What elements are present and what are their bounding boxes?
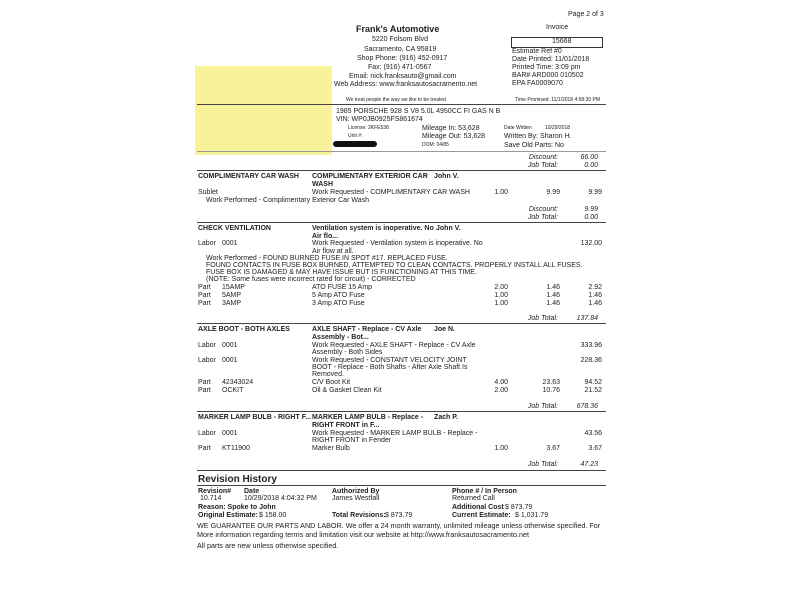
part-qty: 2.00 xyxy=(494,387,508,394)
job-operation: MARKER LAMP BULB - Replace - xyxy=(312,414,424,421)
shop-fax: Fax: (916) 471-0567 xyxy=(368,64,432,71)
additional-cost-label: Additional Cost xyxy=(452,504,504,511)
labor-desc-cont: RIGHT FRONT in Fender xyxy=(312,437,392,444)
mileage-in: Mileage In: 53,628 xyxy=(422,125,480,132)
labor-type: Labor xyxy=(198,240,216,247)
part-code: OCKIT xyxy=(222,387,244,394)
part-type: Part xyxy=(198,387,211,394)
part-code: 3AMP xyxy=(222,300,242,307)
part-code: 42343024 xyxy=(222,379,254,386)
job-total-label: Job Total: xyxy=(527,162,558,169)
revision-col-authorized: Authorized By xyxy=(332,488,380,495)
line-price: 9.99 xyxy=(546,189,560,196)
invoice-label: Invoice xyxy=(546,24,569,31)
current-estimate-value: $ 1,031.79 xyxy=(515,512,549,519)
invoice-number: 15668 xyxy=(552,38,572,45)
part-qty: 1.00 xyxy=(494,292,508,299)
part-qty: 2.00 xyxy=(494,284,508,291)
time-promised: Time Promised: 11/1/2018 4:58:30 PM xyxy=(515,97,601,103)
job-technician: John V. xyxy=(434,173,459,180)
date-written: 10/29/2018 xyxy=(545,125,571,131)
shop-phone: Shop Phone: (916) 452-0917 xyxy=(357,55,448,62)
part-code: 15AMP xyxy=(222,284,245,291)
warranty-info-line: More information regarding terms and limitation visit our website at http://www.franksautosacramento.net xyxy=(197,530,529,539)
warranty-line: WE GUARANTEE OUR PARTS AND LABOR. We offer a 24 month warranty, unlimited mileage unless otherwise specified. For xyxy=(197,521,601,530)
bar-number: BAR# ARD000 010502 xyxy=(512,72,584,79)
discount-value: 66.00 xyxy=(580,154,598,161)
epa-number: EPA FA0009070 xyxy=(512,80,563,87)
line-qty: 1.00 xyxy=(494,189,508,196)
part-type: Part xyxy=(198,284,211,291)
estimate-ref: Estimate Ref #0 xyxy=(512,48,562,55)
part-ext: 3.67 xyxy=(588,445,602,452)
labor-desc-cont: Air flow at all. xyxy=(312,248,354,255)
job-total-value: 0.00 xyxy=(584,162,598,169)
part-desc: 5 Amp ATO Fuse xyxy=(312,292,365,299)
labor-ext: 228.36 xyxy=(580,357,602,364)
part-code: KT11900 xyxy=(222,445,250,452)
part-type: Part xyxy=(198,445,211,452)
labor-code: 0001 xyxy=(222,240,238,247)
labor-ext: 333.96 xyxy=(580,342,602,349)
job-total: 137.84 xyxy=(576,315,598,322)
labor-ext: 43.56 xyxy=(584,430,602,437)
revision-col-phone: Phone # / In Person xyxy=(452,488,517,495)
job-operation-cont: Assembly - Bot... xyxy=(312,334,369,341)
job-operation-cont: Air flo... xyxy=(312,233,339,240)
work-performed: Work Performed - FOUND BURNED FUSE IN SPOT #17. REPLACED FUSE. xyxy=(206,255,448,262)
part-desc: ATO FUSE 15 Amp xyxy=(312,284,373,291)
job-total: 0.00 xyxy=(584,214,598,221)
labor-type: Labor xyxy=(198,357,216,364)
written-by: Written By: Sharon H. xyxy=(504,133,572,140)
part-desc: C/V Boot Kit xyxy=(312,379,351,386)
vehicle-description: 1985 PORSCHE 928 S V8 5.0L 4950CC FI GAS N B xyxy=(336,108,501,115)
mileage-out: Mileage Out: 53,628 xyxy=(422,133,486,140)
job-total-label: Job Total: xyxy=(527,461,558,468)
part-price: 23.63 xyxy=(542,379,560,386)
shop-address1: 5220 Folsom Blvd xyxy=(372,36,429,43)
work-performed: (NOTE: Some fuses were incorrect rated for circuit) - CORRECTED xyxy=(206,276,416,283)
part-desc: Oil & Gasket Clean Kit xyxy=(312,387,382,394)
labor-desc: Work Requested - Ventilation system is inoperative. No xyxy=(312,240,483,247)
job-total-label: Job Total: xyxy=(527,315,558,322)
revision-col-number: Revision# xyxy=(198,488,232,495)
part-type: Part xyxy=(198,379,211,386)
revision-authorized: James Westfall xyxy=(332,495,380,502)
redacted-bar xyxy=(333,141,377,147)
work-performed: FOUND CONTACTS IN FUSE BOX BURNED, ATTEMPTED TO CLEAN CONTACTS. PROPERLY INSTALL ALL FUSES. xyxy=(206,262,583,269)
line-type: Sublet xyxy=(198,189,218,196)
labor-desc-cont: Removed. xyxy=(312,371,344,378)
labor-desc-cont: Assembly - Both Sides xyxy=(312,349,383,356)
job-total-label: Job Total: xyxy=(527,403,558,410)
part-price: 10.76 xyxy=(542,387,560,394)
job-technician: Zach P. xyxy=(434,414,458,421)
save-old-parts: Save Old Parts: No xyxy=(504,142,564,149)
date-written-label: Date Written xyxy=(504,125,532,131)
revision-reason: Reason: Spoke to John xyxy=(198,504,276,511)
redacted-customer-block xyxy=(195,66,332,155)
shop-slogan: We treat people the way we like to be treated xyxy=(346,97,446,103)
original-estimate-value: $ 158.00 xyxy=(259,512,287,519)
job-title: COMPLIMENTARY CAR WASH xyxy=(198,173,299,180)
vehicle-license: License: 2KFE538 xyxy=(348,125,389,131)
revision-phone: Returned Call xyxy=(452,495,495,502)
labor-type: Labor xyxy=(198,430,216,437)
additional-cost-value: $ 873.79 xyxy=(505,504,533,511)
revision-date: 10/29/2018 4:04:32 PM xyxy=(244,495,317,502)
printed-time: Printed Time: 3:09 pm xyxy=(512,64,581,71)
part-price: 1.46 xyxy=(546,284,560,291)
vehicle-vin: VIN: WP0JB0925FS861674 xyxy=(336,116,423,123)
job-discount: 9.99 xyxy=(584,206,598,213)
job-title: MARKER LAMP BULB - RIGHT F... xyxy=(198,414,312,421)
part-desc: Marker Bulb xyxy=(312,445,350,452)
vehicle-dom: DOM: 04/85 xyxy=(422,142,449,148)
labor-desc: Work Requested - AXLE SHAFT - Replace - CV Axle xyxy=(312,342,476,349)
job-technician: John V. xyxy=(436,225,461,232)
part-ext: 2.92 xyxy=(588,284,602,291)
page-number: Page 2 of 3 xyxy=(568,11,604,18)
labor-desc: Work Requested - MARKER LAMP BULB - Replace - xyxy=(312,430,478,437)
labor-desc-cont: BOOT - Replace - Both Shafts - After Axle Shaft Is xyxy=(312,364,468,371)
part-code: 5AMP xyxy=(222,292,242,299)
part-price: 1.46 xyxy=(546,300,560,307)
part-price: 3.67 xyxy=(546,445,560,452)
discount-label: Discount: xyxy=(528,206,558,213)
date-printed: Date Printed: 11/01/2018 xyxy=(512,56,590,63)
total-revisions-value: $ 873.79 xyxy=(385,512,413,519)
job-operation: Ventilation system is inoperative. No xyxy=(312,225,434,232)
part-desc: 3 Amp ATO Fuse xyxy=(312,300,365,307)
part-type: Part xyxy=(198,300,211,307)
shop-email: Email: nick.franksauto@gmail.com xyxy=(349,73,457,80)
shop-address2: Sacramento, CA 95819 xyxy=(364,46,437,53)
part-ext: 21.52 xyxy=(584,387,602,394)
job-operation-cont: WASH xyxy=(312,181,333,188)
labor-type: Labor xyxy=(198,342,216,349)
job-total: 47.23 xyxy=(580,461,598,468)
job-title: AXLE BOOT - BOTH AXLES xyxy=(198,326,290,333)
vehicle-unit: Unit #: xyxy=(348,133,363,139)
shop-web: Web Address: www.franksautosacramento.net xyxy=(334,81,478,88)
labor-desc: Work Requested - CONSTANT VELOCITY JOINT xyxy=(312,357,467,364)
part-ext: 1.46 xyxy=(588,300,602,307)
job-title: CHECK VENTILATION xyxy=(198,225,271,232)
labor-code: 0001 xyxy=(222,357,238,364)
part-ext: 1.46 xyxy=(588,292,602,299)
part-type: Part xyxy=(198,292,211,299)
job-total: 678.36 xyxy=(576,403,598,410)
work-performed: FUSE BOX IS DAMAGED & MAY HAVE ISSUE BUT IS FUNCTIONING AT THIS TIME. xyxy=(206,269,477,276)
job-total-label: Job Total: xyxy=(527,214,558,221)
parts-new-line: All parts are new unless otherwise specified. xyxy=(197,541,339,550)
discount-label: Discount: xyxy=(528,154,558,161)
labor-code: 0001 xyxy=(222,342,238,349)
revision-heading: Revision History xyxy=(198,474,277,485)
shop-name: Frank's Automotive xyxy=(356,24,440,34)
original-estimate-label: Original Estimate: xyxy=(198,512,258,519)
line-desc: Work Requested - COMPLIMENTARY CAR WASH xyxy=(312,189,470,196)
part-ext: 94.52 xyxy=(584,379,602,386)
total-revisions-label: Total Revisions: xyxy=(332,512,386,519)
part-price: 1.46 xyxy=(546,292,560,299)
job-operation-cont: RIGHT FRONT in F... xyxy=(312,422,380,429)
part-qty: 1.00 xyxy=(494,300,508,307)
job-operation: COMPLIMENTARY EXTERIOR CAR xyxy=(312,173,428,180)
part-qty: 4.00 xyxy=(494,379,508,386)
line-ext: 9.99 xyxy=(588,189,602,196)
revision-number: 10.714 xyxy=(200,495,222,502)
work-performed: Work Performed - Complimentary Exterior Car Wash xyxy=(206,197,369,204)
part-qty: 1.00 xyxy=(494,445,508,452)
revision-col-date: Date xyxy=(244,488,260,495)
labor-code: 0001 xyxy=(222,430,238,437)
labor-ext: 132.00 xyxy=(580,240,602,247)
current-estimate-label: Current Estimate: xyxy=(452,512,511,519)
job-technician: Joe N. xyxy=(434,326,456,333)
job-operation: AXLE SHAFT - Replace - CV Axle xyxy=(312,326,422,333)
